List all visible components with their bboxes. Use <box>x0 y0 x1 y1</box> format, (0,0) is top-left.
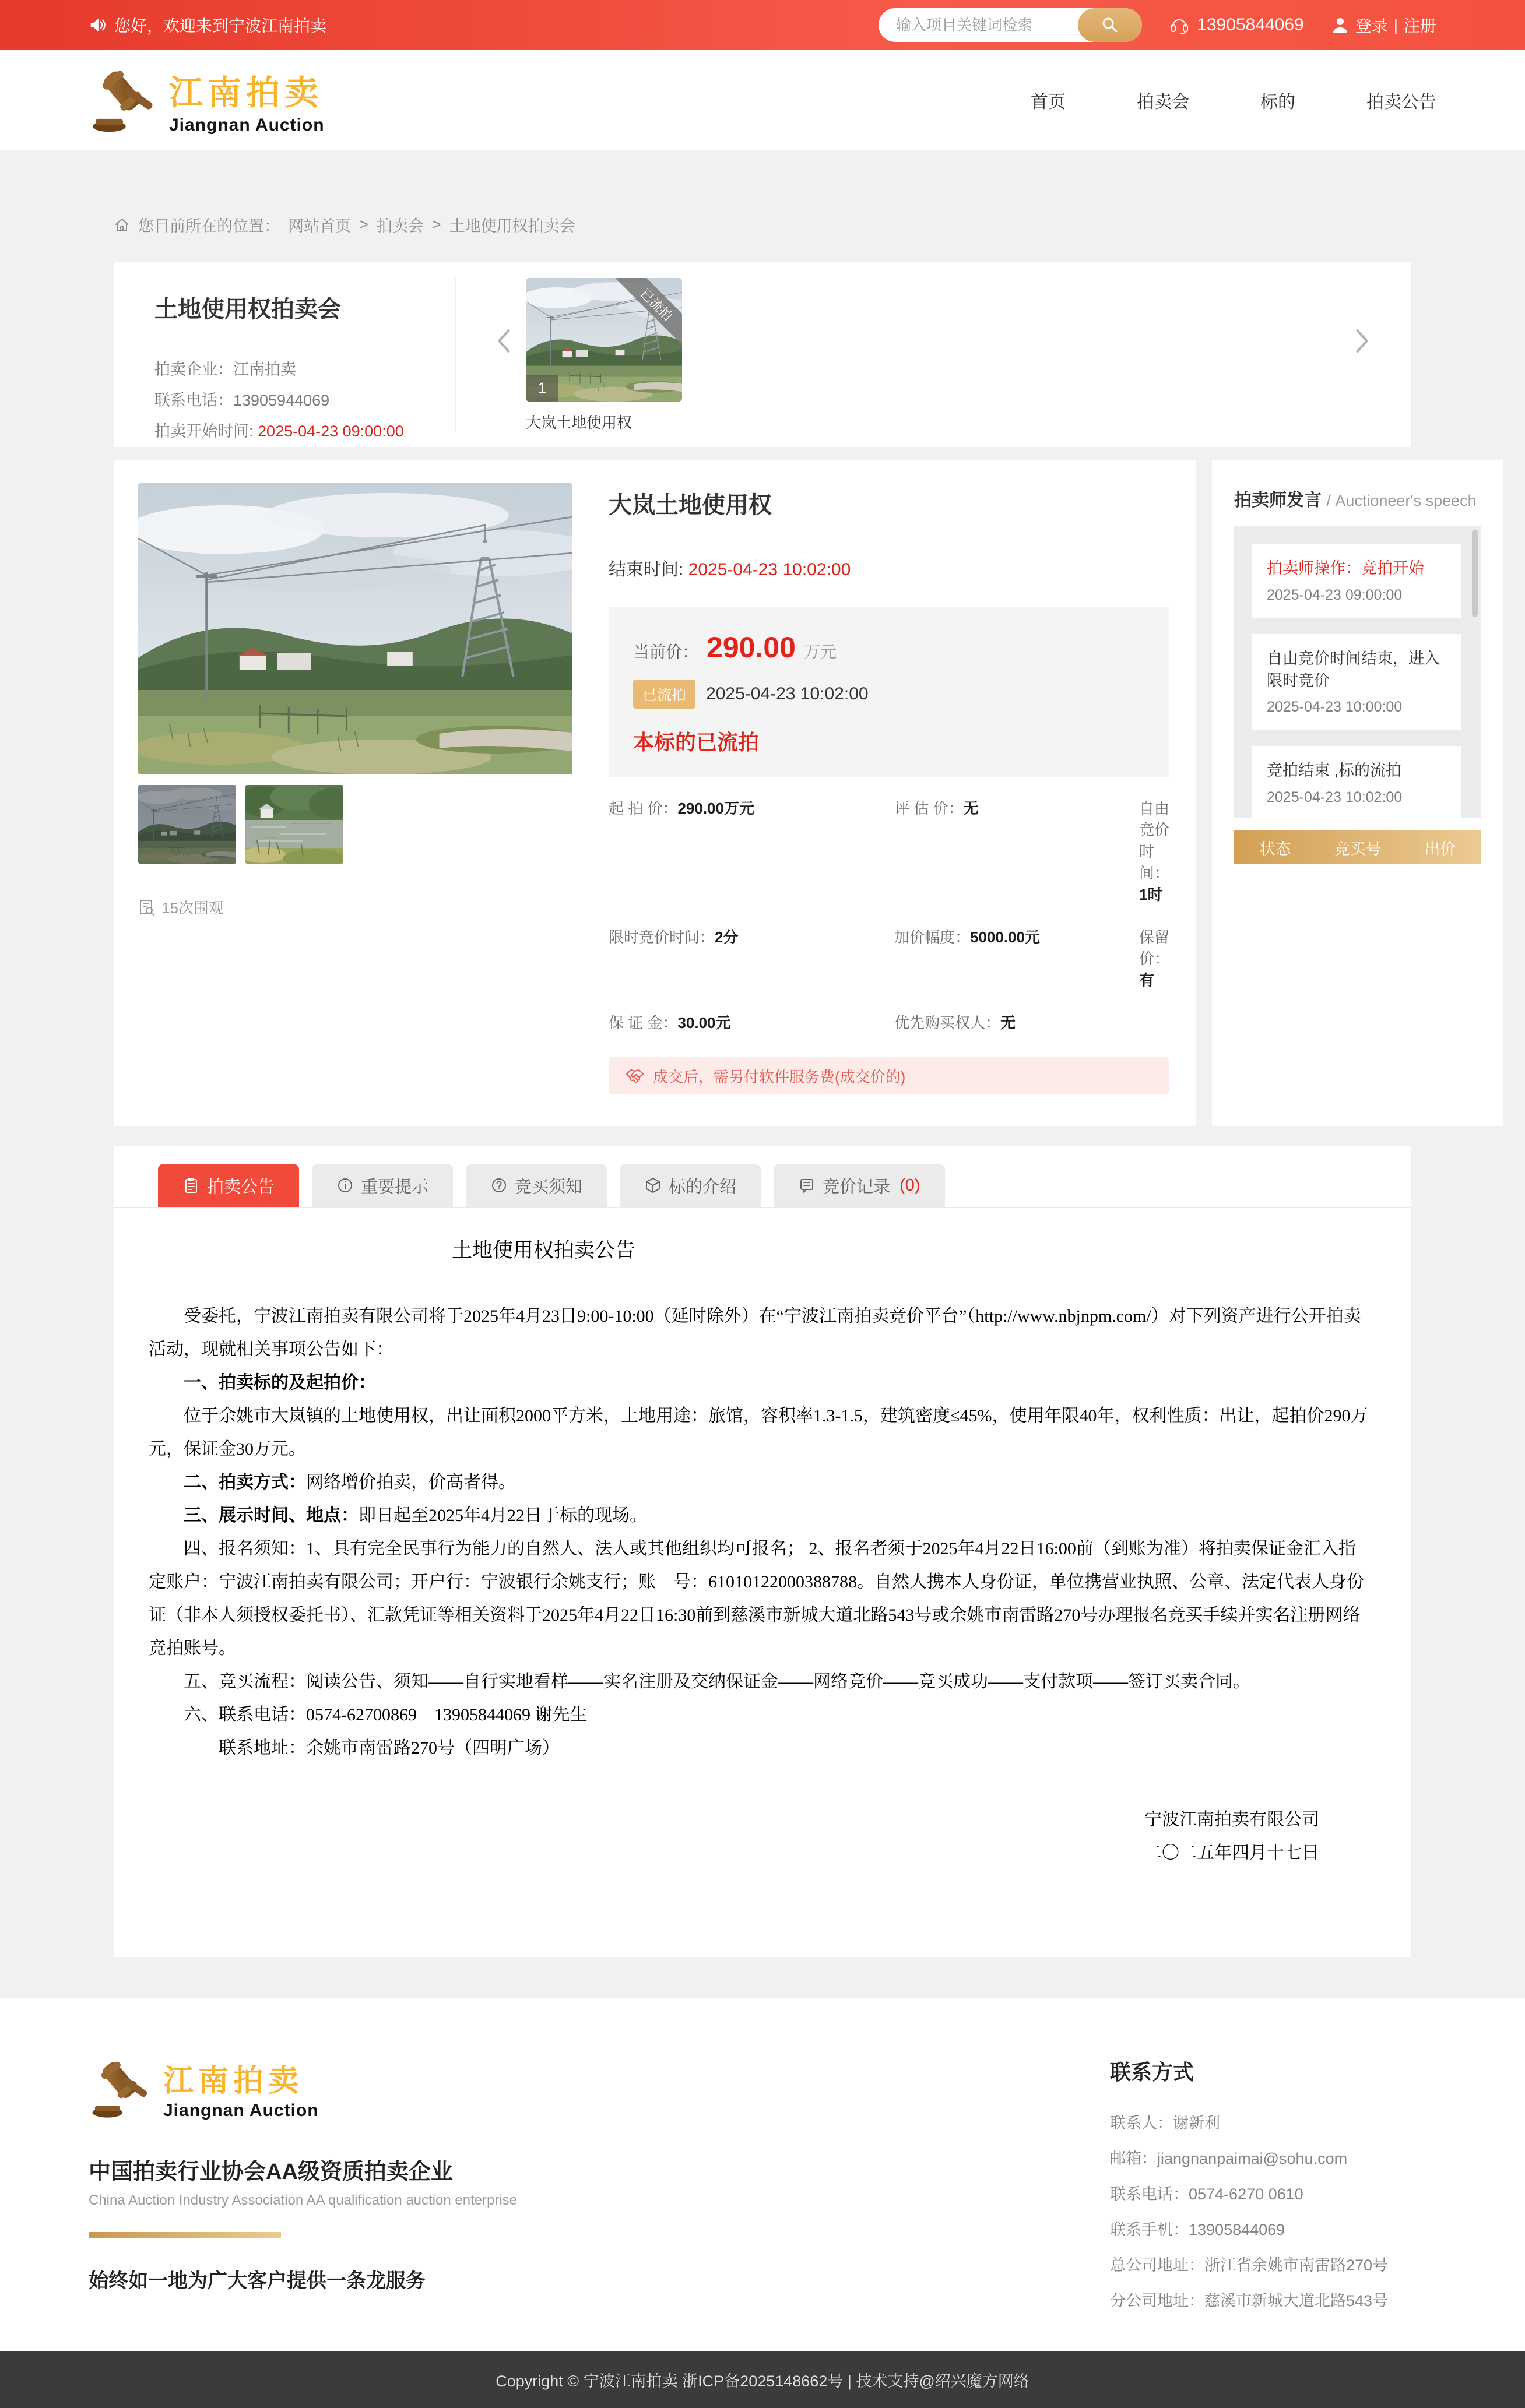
col-bid: 出价 <box>1424 840 1456 858</box>
auth-divider: | <box>1393 16 1398 34</box>
gavel-logo-icon <box>89 2057 152 2120</box>
tabs-row <box>114 1146 1411 1208</box>
lot-detail-card <box>114 460 1196 1126</box>
carousel-next-icon[interactable] <box>1346 326 1376 356</box>
breadcrumb-sep2: > <box>431 216 441 233</box>
current-price-label: 当前价： <box>633 643 699 661</box>
speech-message: 竞拍结束 ,标的流拍 2025-04-23 10:02:00 <box>1252 746 1461 820</box>
status-badge: 已流拍 <box>633 680 695 709</box>
megaphone-icon <box>89 16 106 34</box>
tab-bid-records[interactable]: 竞价记录 (0) <box>774 1164 944 1207</box>
announcement-paragraph: 二、拍卖方式：网络增价拍卖，价高者得。 <box>184 1473 516 1492</box>
current-price-unit: 万元 <box>803 643 837 661</box>
col-bidder: 竞买号 <box>1334 840 1382 858</box>
gavel-logo-icon <box>89 66 157 135</box>
carousel-slide[interactable] <box>526 278 682 432</box>
tab-important-tips[interactable]: 重要提示 <box>312 1164 453 1207</box>
contact-email: 邮箱：jiangnanpaimai@sohu.com <box>1110 2150 1348 2167</box>
carousel-prev-icon[interactable] <box>490 326 520 356</box>
breadcrumb-prefix: 您目前所在的位置： <box>138 217 280 235</box>
bid-count: (0) <box>899 1175 920 1195</box>
breadcrumb-auctions[interactable]: 拍卖会 <box>376 217 424 235</box>
status-time: 2025-04-23 10:02:00 <box>706 684 869 703</box>
search-icon <box>1101 16 1119 34</box>
announcement-paragraph: 五、竞买流程：阅读公告、须知——自行实地看样——实名注册及交纳保证金——网络竞价——竞买成功——支付款项——签订买卖合同。 <box>184 1672 1250 1691</box>
breadcrumb <box>114 150 1411 236</box>
home-icon <box>114 217 130 233</box>
service-phone <box>1169 15 1304 36</box>
field-limited-bidding: 限时竞价时间：2分 <box>609 928 739 946</box>
search-bar <box>879 8 1142 42</box>
aa-qualification-en: China Auction Industry Association AA qualification auction enterprise <box>89 2192 518 2208</box>
cube-icon <box>644 1177 662 1194</box>
announcement-paragraph: 四、报名须知：1、具有完全民事行为能力的自然人、法人或其他组织均可报名； 2、报名者须于2025年4月22日16:00前（到账为准）将拍卖保证金汇入指定账户：宁波江南拍卖有限公司；开户行：宁波银行余姚支行；账 号：61010122000388788。自然人携本人身份证，单位携营业执照、公章、法定代表人身份证（非本人须授权委托书）、汇款凭证等相关资料于2025年4月22日16:30前到慈溪市新城大道北路543号或余姚市南雷路270号办理报名竞买手续并实名注册网络竞拍账号。 <box>149 1539 1364 1658</box>
search-button[interactable] <box>1078 8 1142 42</box>
user-icon <box>1331 16 1350 34</box>
breadcrumb-current: 土地使用权拍卖会 <box>449 217 575 235</box>
bid-table-header <box>1234 830 1481 864</box>
search-input[interactable] <box>879 8 1071 42</box>
announcement-paragraph: 受委托，宁波江南拍卖有限公司将于2025年4月23日9:00-10:00（延时除外）在“宁波江南拍卖竞价平台”（http://www.nbjnpm.com/）对下列资产进行公开拍卖活动，现就相关事项公告如下： <box>149 1307 1361 1359</box>
footer-logo <box>89 2056 517 2121</box>
field-reserve: 保留价：有 <box>1139 928 1170 989</box>
field-preemptive: 优先购买权人：无 <box>894 1014 1016 1032</box>
service-phone-number: 13905844069 <box>1197 15 1304 34</box>
contact-mobile: 联系手机：13905844069 <box>1110 2221 1285 2238</box>
scrollbar-thumb[interactable] <box>1472 530 1478 617</box>
col-status: 状态 <box>1259 840 1291 858</box>
logo-cn: 江南拍卖 <box>169 74 324 112</box>
contact-hq-address: 总公司地址：浙江省余姚市南雷路270号 <box>1110 2256 1389 2274</box>
announcement-title: 土地使用权拍卖公告 <box>452 1239 636 1262</box>
session-title: 土地使用权拍卖会 <box>154 297 341 322</box>
auctioneer-speech-panel <box>1212 460 1503 1126</box>
auction-session-card <box>114 262 1411 447</box>
slide-caption: 大岚土地使用权 <box>526 414 633 431</box>
view-count: 15次围观 <box>138 896 572 918</box>
handshake-icon <box>625 1066 645 1086</box>
announcement-document <box>114 1208 1411 1870</box>
announcement-paragraph: 三、展示时间、地点：即日起至2025年4月22日于标的现场。 <box>184 1506 647 1525</box>
end-time-line: 结束时间: 2025-04-23 10:02:00 <box>609 560 851 579</box>
views-icon <box>138 899 156 916</box>
greeting-text: 您好，欢迎来到宁波江南拍卖 <box>114 17 327 35</box>
site-footer <box>0 1998 1525 2351</box>
copyright-text: Copyright © 宁波江南拍卖 浙ICP备2025148662号 | 技术支持@绍兴魔方网络 <box>496 2372 1029 2390</box>
current-price-value: 290.00 <box>707 631 796 664</box>
main-nav <box>1031 87 1436 113</box>
contact-title: 联系方式 <box>1110 2060 1194 2084</box>
tab-bidding-notes[interactable]: 竞买须知 <box>466 1164 607 1207</box>
contact-phone: 联系电话：0574-6270 0610 <box>1110 2185 1303 2203</box>
speech-message: 自由竞价时间结束，进入限时竞价 2025-04-23 10:00:00 <box>1252 634 1461 730</box>
detail-tabs-card <box>114 1146 1411 1957</box>
register-link[interactable]: 注册 <box>1403 17 1436 35</box>
photo-thumb-2[interactable] <box>245 785 343 864</box>
slide-index-badge: 1 <box>526 375 558 402</box>
photo-thumb-1[interactable] <box>138 785 236 864</box>
speech-messages <box>1234 526 1481 818</box>
welcome-message <box>89 13 326 37</box>
aa-qualification: 中国拍卖行业协会AA级资质拍卖企业 <box>89 2160 453 2184</box>
breadcrumb-home[interactable]: 网站首页 <box>288 217 351 235</box>
question-icon <box>490 1177 508 1194</box>
tab-lot-intro[interactable]: 标的介绍 <box>620 1164 761 1207</box>
contact-branch-address: 分公司地址：慈溪市新城大道北路543号 <box>1110 2292 1389 2310</box>
field-appraisal: 评 估 价：无 <box>894 800 979 817</box>
document-icon <box>182 1177 200 1194</box>
lot-photo <box>138 483 572 774</box>
gold-divider <box>89 2232 281 2238</box>
field-start-price: 起 拍 价：290.00万元 <box>609 800 754 817</box>
session-start-line: 拍卖开始时间: 2025-04-23 09:00:00 <box>154 423 404 440</box>
signature-block <box>149 1803 1371 1870</box>
signature-date: 二〇二五年四月十七日 <box>1144 1843 1319 1863</box>
logo-en: Jiangnan Auction <box>169 115 325 135</box>
footer-logo-cn: 江南拍卖 <box>163 2064 304 2098</box>
contact-person: 联系人：谢新利 <box>1110 2114 1220 2132</box>
passed-ribbon: 已流拍 <box>610 278 682 351</box>
login-link[interactable]: 登录 <box>1355 17 1388 35</box>
announcement-paragraph: 位于余姚市大岚镇的土地使用权，出让面积2000平方米，土地用途：旅馆，容积率1.3-1.5，建筑密度≤45%，使用年限40年，权利性质：出让，起拍价290万元，保证金30万元。 <box>149 1406 1368 1459</box>
lot-fields <box>609 797 1169 1033</box>
site-logo[interactable] <box>89 65 325 135</box>
site-header <box>0 50 1525 150</box>
price-panel <box>609 607 1169 777</box>
lot-title: 大岚土地使用权 <box>609 492 772 518</box>
lot-carousel <box>456 262 1411 447</box>
speech-title: 拍卖师发言 / Auctioneer's speech <box>1234 491 1477 510</box>
info-icon <box>336 1177 354 1194</box>
field-free-bidding: 自由竞价时间：1时 <box>1139 800 1170 903</box>
nav-lots[interactable]: 标的 <box>1260 93 1295 112</box>
session-phone-line: 联系电话：13905944069 <box>154 392 330 409</box>
nav-auctions[interactable]: 拍卖会 <box>1137 93 1189 112</box>
announcement-heading: 一、拍卖标的及起拍价： <box>184 1373 376 1392</box>
field-increment: 加价幅度：5000.00元 <box>894 928 1040 946</box>
field-deposit: 保 证 金：30.00元 <box>609 1014 731 1032</box>
copyright-bar <box>0 2351 1525 2408</box>
list-icon <box>798 1177 816 1194</box>
breadcrumb-sep: > <box>359 216 368 233</box>
footer-logo-en: Jiangnan Auction <box>163 2101 319 2120</box>
session-company-line: 拍卖企业：江南拍卖 <box>154 361 296 378</box>
signature-company: 宁波江南拍卖有限公司 <box>1144 1810 1319 1829</box>
announcement-paragraph: 联系地址：余姚市南雷路270号（四明广场） <box>219 1738 560 1758</box>
service-fee-notice: 成交后，需另付软件服务费(成交价的) <box>609 1057 1169 1094</box>
headset-icon <box>1169 15 1190 36</box>
nav-home[interactable]: 首页 <box>1031 93 1066 112</box>
nav-announcements[interactable]: 拍卖公告 <box>1366 93 1436 112</box>
status-note: 本标的已流拍 <box>633 730 760 754</box>
speech-message: 拍卖师操作：竞拍开始 2025-04-23 09:00:00 <box>1252 544 1461 618</box>
footer-slogan: 始终如一地为广大客户提供一条龙服务 <box>89 2270 426 2292</box>
tab-announcement[interactable]: 拍卖公告 <box>158 1164 299 1207</box>
announcement-paragraph: 六、联系电话：0574-62700869 13905844069 谢先生 <box>184 1705 588 1724</box>
topbar <box>0 0 1525 50</box>
